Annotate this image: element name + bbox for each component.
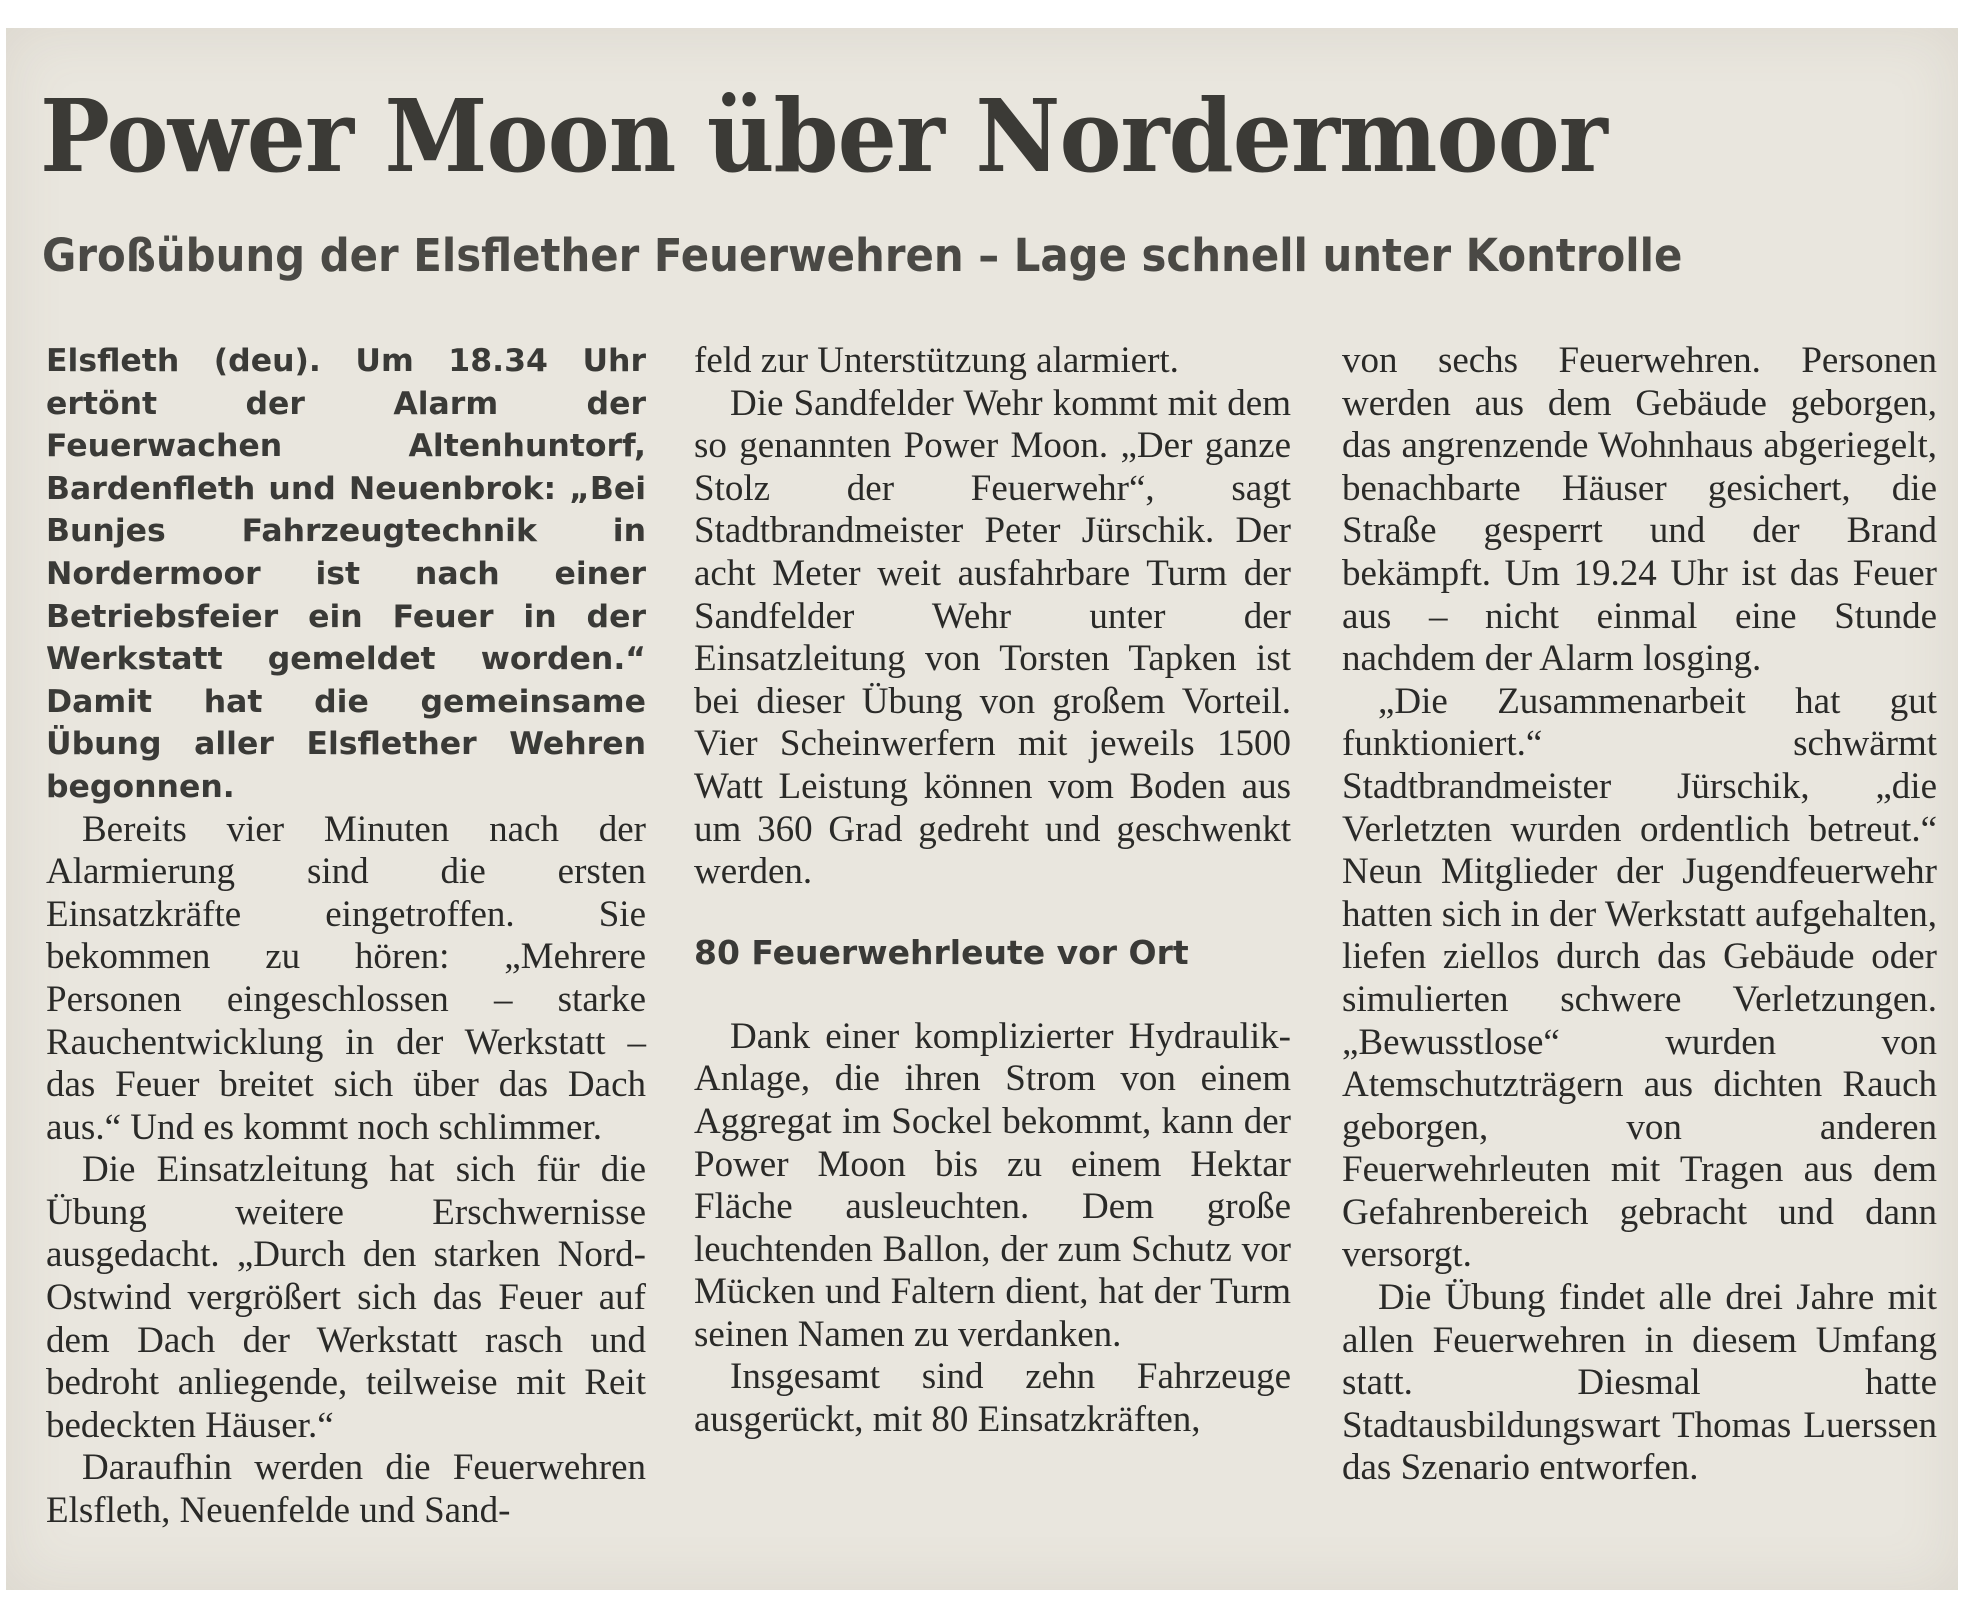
newspaper-clipping bbox=[6, 28, 1958, 1590]
column-1 bbox=[46, 340, 646, 1533]
column-2 bbox=[694, 340, 1291, 1442]
column-3 bbox=[1342, 340, 1937, 1490]
body-paragraph: Die Übung findet alle drei Jahre mit allen Feuerwehren in diesem Umfang statt. Diesmal hatte Stadtausbildungswart Thomas Luerssen das Szenario entworfen. bbox=[1342, 1277, 1937, 1489]
section-subhead: 80 Feuerwehrleute vor Ort bbox=[694, 932, 1189, 972]
body-paragraph: Daraufhin werden die Feuerwehren Elsfleth, Neuenfelde und Sand- bbox=[46, 1447, 646, 1532]
body-paragraph: Die Sandfelder Wehr kommt mit dem so genannten Power Moon. „Der ganze Stolz der Feuerwehr“, sagt Stadtbrandmeister Peter Jürschik. Der acht Meter weit ausfahrbare Turm der Sandfelder Wehr unter der Einsatzleitung von Torsten Tapken ist bei dieser Übung von großem Vorteil. Vier Scheinwerfern mit jeweils 1500 Watt Leistung können vom Boden aus um 360 Grad gedreht und geschwenkt werden. bbox=[694, 382, 1291, 893]
body-paragraph: Dank einer komplizierter Hydraulik-Anlage, die ihren Strom von einem Aggregat im Sockel bekommt, kann der Power Moon bis zu einem Hektar Fläche ausleuchten. Dem große leuchtenden Ballon, der zum Schutz vor Mücken und Faltern dient, hat der Turm seinen Namen zu verdanken. bbox=[694, 1015, 1291, 1355]
body-paragraph: von sechs Feuerwehren. Personen werden aus dem Gebäude geborgen, das angrenzende Wohnhaus abgeriegelt, benachbarte Häuser gesichert, die Straße gesperrt und der Brand bekämpft. Um 19.24 Uhr ist das Feuer aus – nicht einmal eine Stunde nachdem der Alarm losging. bbox=[1342, 340, 1937, 680]
lead-paragraph: Elsfleth (deu). Um 18.34 Uhr ertönt der Alarm der Feuerwachen Altenhuntorf, Bardenfleth und Neuenbrok: „Bei Bunjes Fahrzeugtechnik in Nordermoor ist nach einer Betriebsfeier ein Feuer in der Werkstatt gemeldet worden.“ Damit hat die gemeinsame Übung aller Elsflether Wehren begonnen. bbox=[46, 343, 646, 805]
body-paragraph: feld zur Unterstützung alarmiert. bbox=[694, 340, 1179, 381]
body-paragraph: Insgesamt sind zehn Fahrzeuge ausgerückt, mit 80 Einsatzkräften, bbox=[694, 1356, 1291, 1441]
headline: Power Moon über Nordermoor bbox=[40, 77, 1607, 195]
body-paragraph: „Die Zusammenarbeit hat gut funktioniert.“ schwärmt Stadtbrandmeister Jürschik, „die Verletzten wurden ordentlich betreut.“ Neun Mitglieder der Jugendfeuerwehr hatten sich in der Werkstatt aufgehalten, liefen ziellos durch das Gebäude oder simulierten schwere Verletzungen. „Bewusstlose“ wurden von Atemschutzträgern aus dichten Rauch geborgen, von anderen Feuerwehrleuten mit Tragen aus dem Gefahrenbereich gebracht und dann versorgt. bbox=[1342, 680, 1937, 1276]
body-paragraph: Bereits vier Minuten nach der Alarmierung sind die ersten Einsatzkräfte eingetroffen. Sie bekommen zu hören: „Mehrere Personen eingeschlossen – starke Rauchentwicklung in der Werkstatt – das Feuer breitet sich über das Dach aus.“ Und es kommt noch schlimmer. bbox=[46, 808, 646, 1148]
body-paragraph: Die Einsatzleitung hat sich für die Übung weitere Erschwernisse ausgedacht. „Durch den starken Nord-Ostwind vergrößert sich das Feuer auf dem Dach der Werkstatt rasch und bedroht anliegende, teilweise mit Reit bedeckten Häuser.“ bbox=[46, 1149, 646, 1446]
subheadline: Großübung der Elsflether Feuerwehren – Lage schnell unter Kontrolle bbox=[42, 229, 1683, 282]
